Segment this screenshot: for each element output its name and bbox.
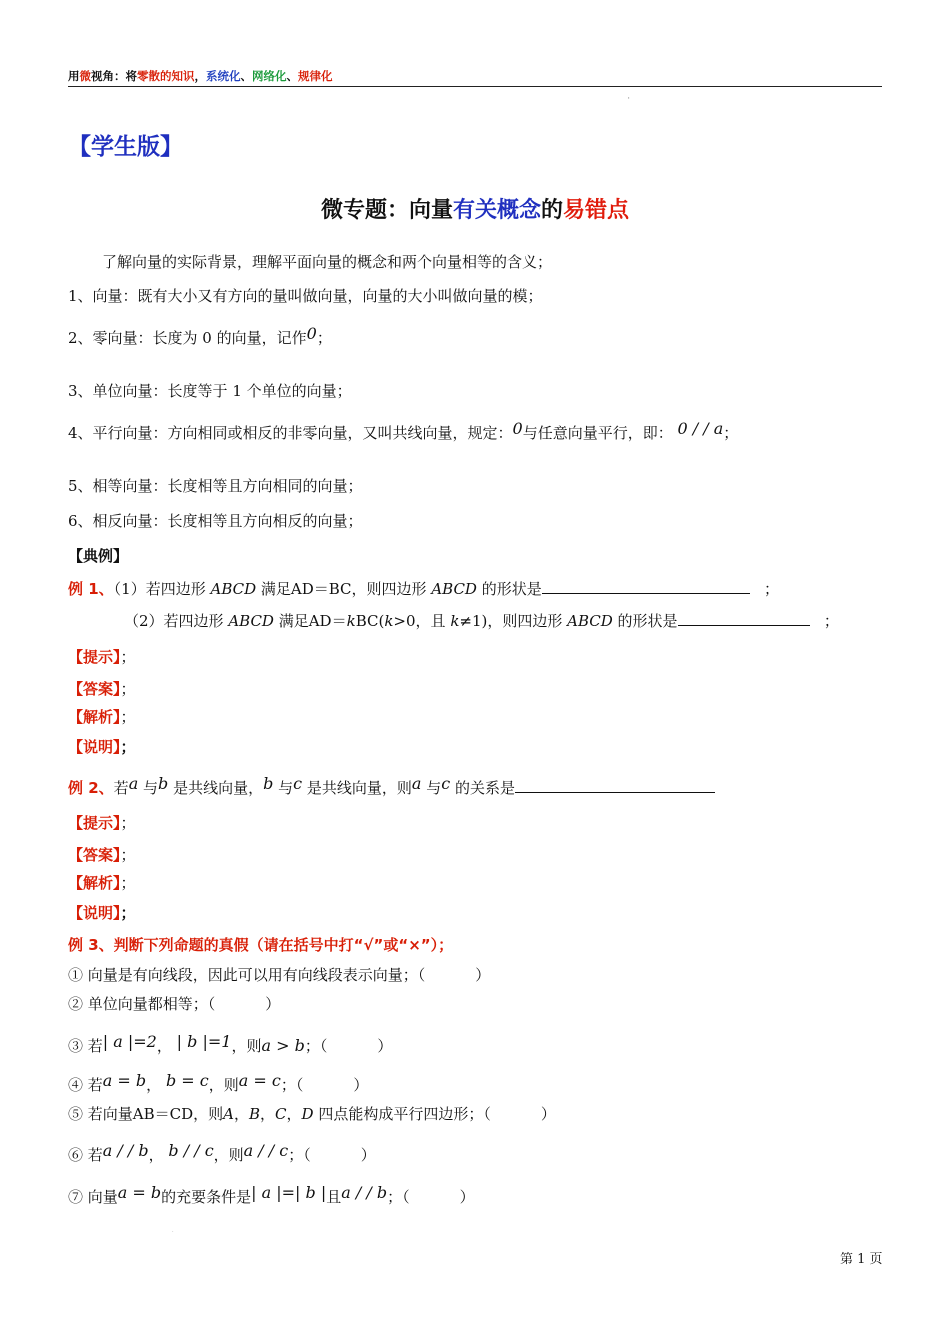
title-part: 的 [541, 198, 564, 223]
note-label-1 [68, 736, 136, 757]
formula: a = b [102, 1071, 147, 1090]
text: 满足AD＝ [273, 612, 347, 630]
text: ，则 [208, 1076, 239, 1094]
vector-symbol: b [263, 774, 274, 793]
formula: a = b [117, 1183, 162, 1202]
label: 【提示】 [68, 648, 121, 666]
header-text: 网络化 [252, 69, 287, 83]
text: ；（ [288, 1146, 311, 1164]
concept-text: 4、平行向量：方向相同或相反的非零向量，又叫共线向量，规定： [68, 424, 513, 442]
label: ； [120, 814, 136, 832]
text: ； [823, 612, 839, 630]
text: ；（ [387, 1188, 410, 1206]
zero-vector-symbol: 0 [306, 324, 317, 343]
formula: | a |=| b | [251, 1183, 327, 1202]
text: ② 单位向量都相等；（ [68, 995, 216, 1013]
concept-text: ； [723, 424, 739, 442]
text: ⑦ 向量 [68, 1188, 118, 1206]
answer-label-1 [68, 678, 136, 699]
formula: b = c [165, 1071, 209, 1090]
formula: a > b [261, 1036, 305, 1055]
text: ，则 [213, 1146, 244, 1164]
text: ，则 [231, 1037, 262, 1055]
note-label-2 [68, 902, 136, 923]
statement-3 [68, 1032, 393, 1056]
title-part: 微专题：向量 [320, 198, 453, 223]
label: 【答案】 [68, 680, 121, 698]
answer-label-2 [68, 844, 136, 865]
edition-label: 【学生版】 [68, 134, 183, 160]
label: ； [120, 738, 136, 756]
text: ） [377, 1037, 393, 1055]
concept-6: 6、相反向量：长度相等且方向相反的向量； [68, 512, 363, 530]
label: 【解析】 [68, 708, 121, 726]
header-text: 用 [68, 69, 80, 83]
text: ， [146, 1076, 162, 1094]
concept-4 [68, 419, 739, 443]
text: A [223, 1105, 234, 1123]
parallel-formula: 0 / / a [677, 419, 724, 438]
statement-2 [68, 993, 280, 1014]
text: ） [353, 1076, 369, 1094]
label: ； [120, 874, 136, 892]
title-part: 有关概念 [452, 198, 541, 223]
zero-vector-symbol: 0 [512, 419, 523, 438]
text: 是共线向量， [173, 779, 264, 797]
header-text: 、 [286, 69, 298, 83]
text: （1）若四边形 [113, 580, 211, 598]
text: ， [260, 1105, 276, 1123]
text: ） [540, 1105, 556, 1123]
text: ） [265, 995, 281, 1013]
text: 且 [326, 1188, 342, 1206]
text: 与 [143, 779, 159, 797]
text: ） [459, 1188, 475, 1206]
header-text: ， [194, 69, 206, 83]
text: ④ 若 [68, 1076, 103, 1094]
label: ； [120, 648, 136, 666]
text: 的形状是 [476, 580, 542, 598]
formula: a / / c [243, 1141, 289, 1160]
concept-text: ； [316, 329, 332, 347]
label: 【说明】 [68, 738, 121, 756]
text: 四点能构成平行四边形；（ [313, 1105, 491, 1123]
formula: | a |=2 [102, 1032, 157, 1051]
label: 【提示】 [68, 814, 121, 832]
text: C [275, 1105, 287, 1123]
header-text: 零散的知识 [137, 69, 195, 83]
text: ABCD [228, 612, 274, 630]
text: BC( [355, 612, 385, 630]
concept-text: 与任意向量平行，即： [522, 424, 673, 442]
label: ； [120, 904, 136, 922]
vector-symbol: c [293, 774, 303, 793]
label: ； [120, 708, 136, 726]
answer-blank[interactable] [515, 778, 715, 793]
text: D [301, 1105, 314, 1123]
text: 满足AD＝BC，则四边形 [256, 580, 432, 598]
concept-3: 3、单位向量：长度等于 1 个单位的向量； [68, 382, 352, 400]
concept-text: 2、零向量：长度为 0 的向量，记作 [68, 329, 307, 347]
text: ， [156, 1037, 172, 1055]
header-text: 视角：将 [91, 69, 137, 83]
formula: b / / c [168, 1141, 214, 1160]
text: ABCD [210, 580, 257, 598]
concept-2 [68, 324, 332, 348]
hint-label-2 [68, 812, 136, 833]
label: 【解析】 [68, 874, 121, 892]
text: ⑥ 若 [68, 1146, 103, 1164]
text: 的形状是 [612, 612, 678, 630]
label: 【说明】 [68, 904, 121, 922]
label: ； [120, 680, 136, 698]
header-text: 微 [79, 69, 91, 83]
decor-mark: ' [628, 97, 630, 104]
header-slogan [68, 68, 333, 84]
text: ⑤ 若向量AB＝CD，则 [68, 1105, 224, 1123]
text: ≠1)，则四边形 [459, 612, 568, 630]
text: >0，且 [393, 612, 451, 630]
answer-blank[interactable] [678, 611, 810, 626]
title-part: 易错点 [563, 198, 630, 223]
header-rule [68, 86, 882, 87]
examples-heading: 【典例】 [68, 547, 129, 565]
label: ； [120, 846, 136, 864]
header-text: 规律化 [298, 69, 333, 83]
concept-1: 1、向量：既有大小又有方向的量叫做向量，向量的大小叫做向量的模； [68, 287, 543, 305]
analysis-label-2 [68, 872, 136, 893]
vector-symbol: c [441, 774, 451, 793]
text: ； [764, 580, 780, 598]
vector-symbol: b [158, 774, 169, 793]
text: ；（ [304, 1037, 328, 1055]
statement-4 [68, 1071, 369, 1095]
statement-7 [68, 1183, 475, 1207]
vector-symbol: a [411, 774, 422, 793]
vector-symbol: a [128, 774, 139, 793]
page-number: 第 1 页 [840, 1252, 883, 1267]
example-2 [68, 774, 715, 798]
formula: a = c [238, 1071, 281, 1090]
text: k [384, 612, 394, 630]
text: 与 [278, 779, 294, 797]
hint-label-1 [68, 646, 136, 667]
text: B [249, 1105, 261, 1123]
text: ；（ [280, 1076, 304, 1094]
page-title [0, 193, 950, 224]
statement-6 [68, 1141, 376, 1165]
example-label: 例 2、 [68, 779, 114, 797]
example-1-q2 [124, 610, 839, 631]
text: 的关系是 [454, 779, 515, 797]
example-label: 例 1、 [68, 580, 114, 598]
text: k [450, 612, 460, 630]
text: （2）若四边形 [124, 612, 229, 630]
text: ， [148, 1146, 164, 1164]
concept-5: 5、相等向量：长度相等且方向相同的向量； [68, 477, 363, 495]
text: ③ 若 [68, 1037, 103, 1055]
text: ABCD [431, 580, 477, 598]
text: 是共线向量，则 [306, 779, 412, 797]
header-text: 、 [240, 69, 252, 83]
text: ） [360, 1146, 376, 1164]
header-text: 系统化 [206, 69, 241, 83]
text: ， [286, 1105, 302, 1123]
text: 若 [113, 779, 129, 797]
example-1-q1 [68, 578, 779, 599]
formula: a / / b [341, 1183, 388, 1202]
text: ① 向量是有向线段，因此可以用有向线段表示向量；（ [68, 966, 426, 984]
statement-5 [68, 1103, 556, 1124]
text: 与 [426, 779, 442, 797]
intro-text: 了解向量的实际背景，理解平面向量的概念和两个向量相等的含义； [102, 253, 553, 271]
text: ） [475, 966, 491, 984]
label: 【答案】 [68, 846, 121, 864]
text: ABCD [567, 612, 613, 630]
answer-blank[interactable] [542, 579, 750, 594]
example-3-heading: 例 3、判断下列命题的真假（请在括号中打“√”或“×”）； [68, 936, 454, 954]
analysis-label-1 [68, 706, 136, 727]
decor-mark: . [172, 1228, 174, 1234]
formula: a / / b [102, 1141, 149, 1160]
statement-1 [68, 964, 490, 985]
text: 的充要条件是 [161, 1188, 252, 1206]
text: k [346, 612, 356, 630]
formula: | b |=1 [176, 1032, 232, 1051]
text: ， [233, 1105, 249, 1123]
